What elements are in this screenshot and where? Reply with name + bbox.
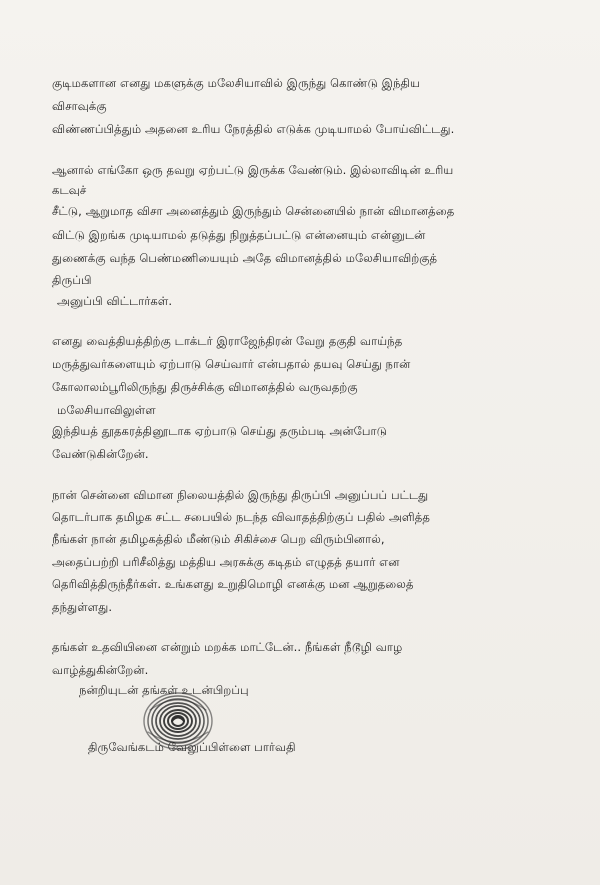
letter-line: விண்ணப்பித்தும் அதனை உரிய நேரத்தில் எடுக்க முடியாமல் போய்விட்டது. <box>52 122 455 136</box>
letter-line: தெரிவித்திருந்தீர்கள். உங்களது உறுதிமொழி எனக்கு மன ஆறுதலைத் <box>52 577 414 591</box>
letter-line: துணைக்கு வந்த பெண்மணியையும் அதே விமானத்தில் மலேசியாவிற்குத் <box>52 251 438 265</box>
letter-line: அதைப்பற்றி பரிசீலித்து மத்திய அரசுக்கு கடிதம் எழுதத் தயார் என <box>52 555 400 569</box>
letter-line: விட்டு இறங்க முடியாமல் தடுத்து நிறுத்தப்பட்டு என்னையும் என்னுடன் <box>52 228 426 242</box>
letter-line: மருத்துவர்களையும் ஏற்பாடு செய்வார் என்பதால் தயவு செய்து நான் <box>52 357 411 371</box>
letter-line: வாழ்த்துகின்றேன். <box>52 663 149 677</box>
letter-line: நான் சென்னை விமான நிலையத்தில் இருந்து திருப்பி அனுப்பப் பட்டது <box>52 488 429 502</box>
letter-line: தங்கள் உதவியினை என்றும் மறக்க மாட்டேன்.. நீங்கள் நீடூழி வாழ <box>52 640 403 654</box>
letter-line: திருப்பி <box>52 273 92 287</box>
closing-line: நன்றியுடன் தங்கள் உடன்பிறப்பு <box>79 683 249 697</box>
letter-line: கடவுச் <box>52 183 87 197</box>
letter-line: வேண்டுகின்றேன். <box>52 447 149 461</box>
letter-line: தொடர்பாக தமிழக சட்ட சபையில் நடந்த விவாதத்திற்குப் பதில் அளித்த <box>52 510 430 524</box>
letter-line: மலேசியாவிலுள்ள <box>57 403 156 417</box>
letter-line: தந்துள்ளது. <box>52 600 113 614</box>
letter-line: அனுப்பி விட்டார்கள். <box>57 294 173 308</box>
letter-line: ஆனால் எங்கோ ஒரு தவறு ஏற்பட்டு இருக்க வேண்டும். இல்லாவிடின் உரிய <box>52 163 454 177</box>
letter-line: நீங்கள் நான் தமிழகத்தில் மீண்டும் சிகிச்சை பெற விரும்பினால், <box>52 532 385 546</box>
signature-name: திருவேங்கடம் வேலுப்பிள்ளை பார்வதி <box>88 740 296 754</box>
letter-line: விசாவுக்கு <box>52 99 107 113</box>
letter-line: இந்தியத் தூதகரத்தினூடாக ஏற்பாடு செய்து தரும்படி அன்போடு <box>52 424 388 438</box>
letter-line: குடிமகளான எனது மகளுக்கு மலேசியாவில் இருந்து கொண்டு இந்திய <box>52 76 420 90</box>
letter-line: சீட்டு, ஆறுமாத விசா அனைத்தும் இருந்தும் சென்னையில் நான் விமானத்தை <box>52 204 455 218</box>
letter-line: எனது வைத்தியத்திற்கு டாக்டர் இராஜேந்திரன் வேறு தகுதி வாய்ந்த <box>52 334 403 348</box>
letter-line: கோலாலம்பூரிலிருந்து திருச்சிக்கு விமானத்தில் வருவதற்கு <box>52 380 358 394</box>
